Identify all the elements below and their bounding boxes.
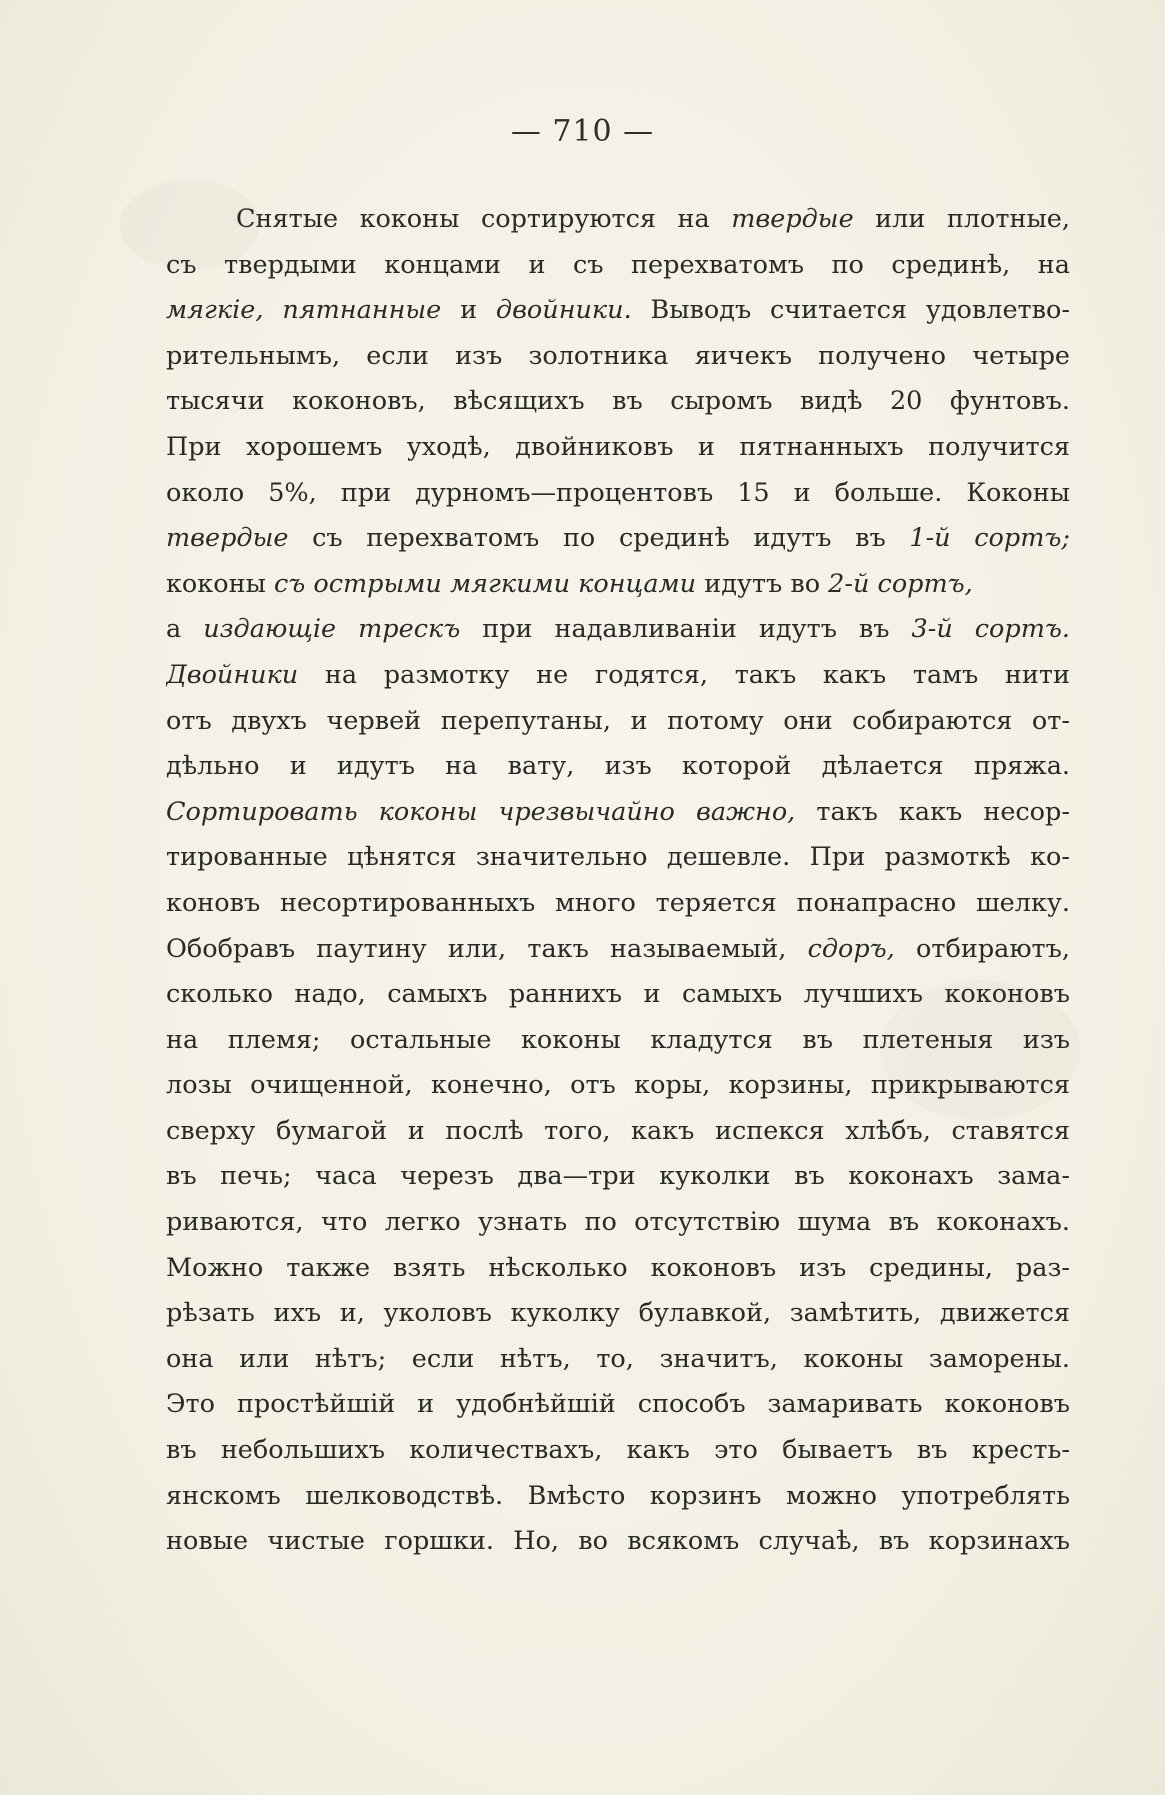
text-segment: идутъ во <box>696 568 829 599</box>
text-segment: около 5%, при дурномъ—процентовъ 15 и больше. Коконы <box>166 477 1070 508</box>
text-segment: съ перехватомъ по срединѣ идутъ въ <box>288 523 910 554</box>
text-segment: дѣльно и идутъ на вату, изъ которой дѣлается пряжа. <box>166 751 1070 782</box>
text-segment: риваются, что легко узнать по отсутствію шума въ коконахъ. <box>166 1207 1070 1238</box>
text-segment: Можно также взять нѣсколько коконовъ изъ средины, раз- <box>166 1252 1070 1283</box>
italic-text: сдоръ, <box>807 933 895 964</box>
text-line <box>166 1382 1070 1428</box>
text-line <box>166 243 1070 289</box>
text-segment: на племя; остальные коконы кладутся въ плетеныя изъ <box>166 1024 1070 1055</box>
page-number: — 710 — <box>510 114 655 149</box>
italic-text: 1-й сортъ; <box>909 523 1070 554</box>
text-line <box>166 927 1070 973</box>
text-line <box>166 653 1070 699</box>
text-segment: сверху бумагой и послѣ того, какъ испекся хлѣбъ, ставятся <box>166 1115 1070 1146</box>
text-line <box>166 699 1070 745</box>
text-line <box>166 288 1070 334</box>
text-line <box>166 744 1070 790</box>
text-line <box>166 881 1070 927</box>
text-segment: Выводъ считается удовлетво- <box>631 295 1070 326</box>
italic-text: Двойники <box>166 659 299 690</box>
text-line <box>166 334 1070 380</box>
text-line <box>166 516 1070 562</box>
text-segment: янскомъ шелководствѣ. Вмѣсто корзинъ можно употреблять <box>166 1480 1070 1511</box>
italic-text: мягкіе, пятнанные <box>166 295 442 326</box>
text-line <box>166 607 1070 653</box>
text-segment: тысячи коконовъ, вѣсящихъ въ сыромъ видѣ 20 фунтовъ. <box>166 386 1070 417</box>
text-segment: въ небольшихъ количествахъ, какъ это бываетъ въ кресть- <box>166 1435 1070 1466</box>
text-segment: при надавливаніи идутъ въ <box>460 614 912 645</box>
text-segment: и <box>441 295 496 326</box>
text-segment: новые чистые горшки. Но, во всякомъ случаѣ, въ корзинахъ <box>166 1526 1070 1557</box>
text-segment: рѣзать ихъ и, уколовъ куколку булавкой, замѣтить, движется <box>166 1298 1070 1329</box>
text-line <box>166 1200 1070 1246</box>
italic-text: твердые <box>731 204 854 234</box>
text-line <box>166 1109 1070 1155</box>
text-segment: При хорошемъ уходѣ, двойниковъ и пятнанныхъ получится <box>166 431 1070 462</box>
text-line <box>166 1474 1070 1520</box>
text-segment: а <box>166 614 204 645</box>
text-line <box>166 1246 1070 1292</box>
text-line <box>166 562 1070 608</box>
italic-text: 3-й сортъ. <box>911 614 1070 645</box>
italic-text: съ острыми мягкими концами <box>273 568 697 599</box>
text-segment: съ твердыми концами и съ перехватомъ по срединѣ, на <box>166 249 1070 280</box>
text-segment: такъ какъ несор- <box>795 796 1070 827</box>
text-segment: или плотные, <box>853 204 1070 234</box>
text-segment: коновъ несортированныхъ много теряется понапрасно шелку. <box>166 887 1070 918</box>
text-line <box>166 379 1070 425</box>
text-line <box>166 1291 1070 1337</box>
text-segment: отбираютъ, <box>894 933 1070 964</box>
italic-text: Сортировать коконы чрезвычайно важно, <box>166 796 796 827</box>
text-segment: лозы очищенной, конечно, отъ коры, корзины, прикрываются <box>166 1070 1070 1101</box>
text-segment: на размотку не годятся, такъ какъ тамъ нити <box>298 659 1070 690</box>
text-segment: Снятые коконы сортируются на <box>236 204 732 234</box>
text-line <box>166 1428 1070 1474</box>
text-line <box>166 1519 1070 1565</box>
text-line <box>166 790 1070 836</box>
text-line <box>166 425 1070 471</box>
text-line <box>166 471 1070 517</box>
text-segment: рительнымъ, если изъ золотника яичекъ получено четыре <box>166 340 1070 371</box>
text-line <box>166 835 1070 881</box>
text-segment: Это простѣйшій и удобнѣйшій способъ замаривать коконовъ <box>166 1389 1070 1420</box>
text-line <box>166 197 1070 243</box>
italic-text: твердые <box>166 523 289 554</box>
text-segment: въ печь; часа черезъ два—три куколки въ коконахъ зама- <box>166 1161 1070 1192</box>
text-segment: тированные цѣнятся значительно дешевле. При размоткѣ ко- <box>166 842 1070 873</box>
text-segment: Обобравъ паутину или, такъ называемый, <box>166 933 808 964</box>
text-line <box>166 972 1070 1018</box>
text-line <box>166 1337 1070 1383</box>
text-segment: коконы <box>166 568 274 599</box>
italic-text: издающіе трескъ <box>203 614 461 645</box>
body-text <box>166 197 1070 1565</box>
text-line <box>166 1018 1070 1064</box>
text-segment: сколько надо, самыхъ раннихъ и самыхъ лучшихъ коконовъ <box>166 979 1070 1010</box>
italic-text: 2-й сортъ, <box>828 568 973 599</box>
text-segment: отъ двухъ червей перепутаны, и потому они собираются от- <box>166 705 1070 736</box>
text-segment: она или нѣтъ; если нѣтъ, то, значитъ, коконы заморены. <box>166 1343 1070 1374</box>
text-line <box>166 1154 1070 1200</box>
italic-text: двойники. <box>495 295 632 326</box>
text-line <box>166 1063 1070 1109</box>
